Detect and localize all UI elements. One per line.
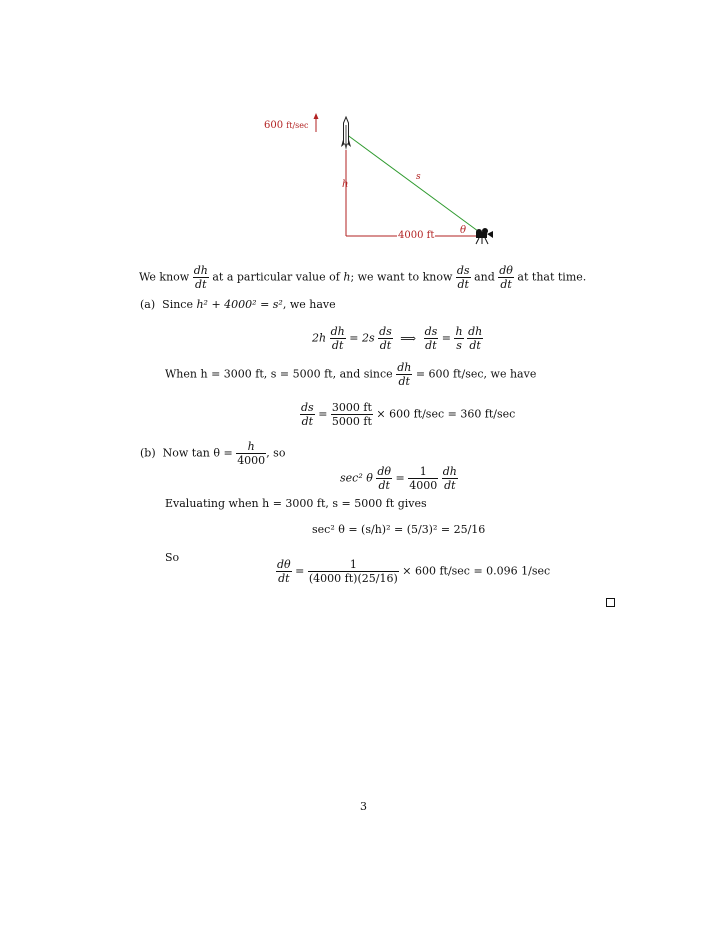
velocity-arrowhead bbox=[314, 113, 319, 119]
part-a-equation-2: $\frac{ds}{dt}$ = $\frac{3000 ft}{5000 ft}$ × 600 ft/sec = 360 ft/sec bbox=[301, 401, 516, 428]
qed-box-icon bbox=[606, 598, 615, 607]
intro-line: We know $\frac{dh}{dt}$ at a particular value of h; we want to know $\frac{ds}{dt}$ and $\frac{d\theta}{dt}$ at that time. bbox=[139, 264, 587, 291]
height-label: h bbox=[342, 179, 349, 190]
angle-label: θ bbox=[460, 225, 467, 236]
ds-dt-fraction: $\frac{ds}{dt}$ bbox=[456, 264, 470, 291]
hypotenuse-label: s bbox=[416, 172, 421, 182]
base-label: 4000 ft bbox=[398, 230, 435, 241]
rocket-icon bbox=[341, 117, 351, 150]
velocity-unit: ft/sec bbox=[286, 121, 309, 130]
part-a-heading: (a) Since h² + 4000² = s², we have bbox=[140, 298, 336, 311]
part-b-equation-3: $\frac{d\theta}{dt}$ = $\frac{1}{(4000 ft)(25/16)}$ × 600 ft/sec = 0.096 1/sec bbox=[277, 558, 551, 585]
part-a-when-line: When h = 3000 ft, s = 5000 ft, and since $\frac{dh}{dt}$ = 600 ft/sec, we have bbox=[165, 361, 537, 388]
part-b-equation-1: sec² θ $\frac{d\theta}{dt}$ = $\frac{1}{4000}$ $\frac{dh}{dt}$ bbox=[340, 465, 457, 492]
part-b-so: So bbox=[165, 551, 180, 564]
dtheta-dt-fraction: $\frac{d\theta}{dt}$ bbox=[499, 264, 513, 291]
velocity-label: 600 ft/sec bbox=[264, 120, 309, 131]
hypotenuse-line bbox=[346, 134, 482, 234]
part-b-heading: (b) Now tan θ = $\frac{h}{4000}$ , so bbox=[140, 440, 286, 467]
part-b-equation-2: sec² θ = (s/h)² = (5/3)² = 25/16 bbox=[312, 523, 486, 536]
page-number: 3 bbox=[360, 800, 367, 813]
dh-dt-fraction: $\frac{dh}{dt}$ bbox=[193, 264, 208, 291]
camera-icon bbox=[476, 228, 493, 244]
part-a-equation-1: 2h $\frac{dh}{dt}$ = 2s $\frac{ds}{dt}$ ⟹ $\frac{ds}{dt}$ = $\frac{h}{s}$ $\frac{dh}{dt}$ bbox=[312, 325, 483, 352]
part-b-evaluating-line: Evaluating when h = 3000 ft, s = 5000 ft gives bbox=[165, 497, 427, 510]
